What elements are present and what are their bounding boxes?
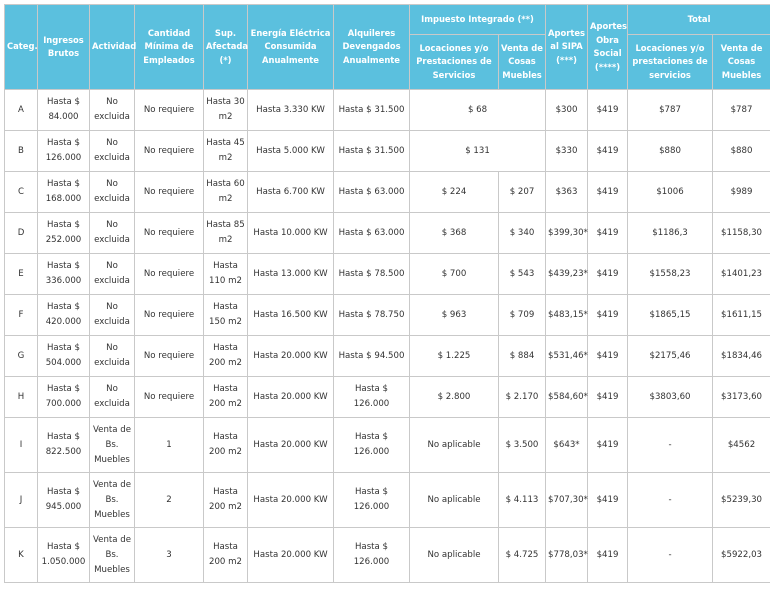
cell-energia: Hasta 20.000 KW [248,528,334,583]
cell-ingresos: Hasta $ 822.500 [38,418,90,473]
cell-superficie: Hasta 200 m2 [204,528,248,583]
header-total-locaciones: Locaciones y/o prestaciones de servicios [628,35,713,90]
cell-impuesto-venta: $ 4.113 [499,473,546,528]
cell-actividad: No excluida [90,336,135,377]
table-row [5,418,770,473]
cell-total-venta: $3173,60 [713,377,770,418]
cell-superficie: Hasta 45 m2 [204,131,248,172]
cell-empleados: No requiere [135,254,204,295]
cell-sipa: $707,30* [546,473,588,528]
cell-alquileres: Hasta $ 31.500 [334,131,410,172]
cell-energia: Hasta 5.000 KW [248,131,334,172]
cell-obra-social: $419 [588,131,628,172]
header-obra-social: Aportes Obra Social (****) [588,5,628,90]
cell-actividad: No excluida [90,131,135,172]
cell-energia: Hasta 20.000 KW [248,377,334,418]
cell-actividad: No excluida [90,377,135,418]
cell-energia: Hasta 20.000 KW [248,473,334,528]
cell-impuesto-locaciones: No aplicable [410,528,499,583]
cell-empleados: 1 [135,418,204,473]
cell-total-venta: $1834,46 [713,336,770,377]
cell-ingresos: Hasta $ 420.000 [38,295,90,336]
cell-total-locaciones: $787 [628,90,713,131]
cell-empleados: No requiere [135,90,204,131]
cell-impuesto-locaciones: $ 224 [410,172,499,213]
cell-impuesto-venta: $ 340 [499,213,546,254]
table-row [5,377,770,418]
cell-actividad: Venta de Bs. Muebles [90,528,135,583]
cell-total-venta: $787 [713,90,770,131]
cell-actividad: Venta de Bs. Muebles [90,418,135,473]
table-row [5,295,770,336]
cell-impuesto-locaciones: $ 963 [410,295,499,336]
cell-impuesto-venta: $ 4.725 [499,528,546,583]
cell-categ: H [5,377,38,418]
cell-actividad: Venta de Bs. Muebles [90,473,135,528]
cell-categ: E [5,254,38,295]
cell-ingresos: Hasta $ 945.000 [38,473,90,528]
cell-obra-social: $419 [588,295,628,336]
cell-impuesto-venta: $ 543 [499,254,546,295]
cell-energia: Hasta 16.500 KW [248,295,334,336]
cell-sipa: $399,30* [546,213,588,254]
cell-total-venta: $1401,23 [713,254,770,295]
cell-alquileres: Hasta $ 94.500 [334,336,410,377]
cell-impuesto-locaciones: $ 700 [410,254,499,295]
cell-total-locaciones: - [628,473,713,528]
cell-superficie: Hasta 110 m2 [204,254,248,295]
cell-obra-social: $419 [588,90,628,131]
table-row [5,213,770,254]
header-impuesto-venta: Venta de Cosas Muebles [499,35,546,90]
cell-alquileres: Hasta $ 63.000 [334,172,410,213]
cell-superficie: Hasta 200 m2 [204,377,248,418]
header-total-venta: Venta de Cosas Muebles [713,35,770,90]
cell-energia: Hasta 20.000 KW [248,336,334,377]
header-actividad: Actividad [90,5,135,90]
cell-total-locaciones: $3803,60 [628,377,713,418]
cell-total-locaciones: $2175,46 [628,336,713,377]
table-row [5,528,770,583]
cell-impuesto-venta: $ 207 [499,172,546,213]
cell-ingresos: Hasta $ 700.000 [38,377,90,418]
cell-total-venta: $1158,30 [713,213,770,254]
cell-categ: K [5,528,38,583]
cell-ingresos: Hasta $ 1.050.000 [38,528,90,583]
cell-empleados: 2 [135,473,204,528]
cell-categ: G [5,336,38,377]
cell-alquileres: Hasta $ 31.500 [334,90,410,131]
cell-categ: B [5,131,38,172]
cell-sipa: $643* [546,418,588,473]
cell-energia: Hasta 13.000 KW [248,254,334,295]
cell-superficie: Hasta 200 m2 [204,336,248,377]
cell-total-locaciones: $1558,23 [628,254,713,295]
cell-impuesto-venta: $ 709 [499,295,546,336]
cell-alquileres: Hasta $ 126.000 [334,418,410,473]
cell-total-locaciones: - [628,418,713,473]
cell-categ: A [5,90,38,131]
cell-obra-social: $419 [588,377,628,418]
cell-alquileres: Hasta $ 126.000 [334,473,410,528]
cell-impuesto-venta: $ 884 [499,336,546,377]
header-energia: Energía Eléctrica Consumida Anualmente [248,5,334,90]
cell-sipa: $300 [546,90,588,131]
cell-alquileres: Hasta $ 126.000 [334,528,410,583]
cell-obra-social: $419 [588,213,628,254]
cell-obra-social: $419 [588,528,628,583]
cell-total-locaciones: $1865,15 [628,295,713,336]
cell-total-venta: $5922,03 [713,528,770,583]
cell-superficie: Hasta 150 m2 [204,295,248,336]
cell-actividad: No excluida [90,295,135,336]
cell-total-locaciones: $1006 [628,172,713,213]
cell-ingresos: Hasta $ 336.000 [38,254,90,295]
cell-total-venta: $989 [713,172,770,213]
cell-superficie: Hasta 85 m2 [204,213,248,254]
cell-impuesto-locaciones: $ 2.800 [410,377,499,418]
cell-energia: Hasta 10.000 KW [248,213,334,254]
cell-sipa: $363 [546,172,588,213]
header-ingresos: Ingresos Brutos [38,5,90,90]
cell-superficie: Hasta 30 m2 [204,90,248,131]
cell-empleados: No requiere [135,213,204,254]
cell-superficie: Hasta 200 m2 [204,418,248,473]
cell-total-locaciones: - [628,528,713,583]
cell-obra-social: $419 [588,336,628,377]
table-row [5,90,770,131]
cell-alquileres: Hasta $ 78.750 [334,295,410,336]
cell-impuesto-venta: $ 3.500 [499,418,546,473]
cell-impuesto-locaciones: No aplicable [410,473,499,528]
cell-obra-social: $419 [588,473,628,528]
cell-ingresos: Hasta $ 84.000 [38,90,90,131]
cell-sipa: $330 [546,131,588,172]
cell-impuesto-locaciones: $ 1.225 [410,336,499,377]
cell-sipa: $584,60* [546,377,588,418]
table-row [5,336,770,377]
cell-categ: F [5,295,38,336]
cell-empleados: No requiere [135,131,204,172]
table-row [5,254,770,295]
header-impuesto-locaciones: Locaciones y/o Prestaciones de Servicios [410,35,499,90]
cell-categ: D [5,213,38,254]
cell-superficie: Hasta 200 m2 [204,473,248,528]
cell-ingresos: Hasta $ 252.000 [38,213,90,254]
header-empleados: Cantidad Mínima de Empleados [135,5,204,90]
cell-impuesto-venta: $ 2.170 [499,377,546,418]
cell-categ: J [5,473,38,528]
cell-impuesto-locaciones: No aplicable [410,418,499,473]
cell-impuesto-locaciones: $ 368 [410,213,499,254]
cell-energia: Hasta 6.700 KW [248,172,334,213]
cell-total-locaciones: $880 [628,131,713,172]
cell-empleados: No requiere [135,377,204,418]
cell-energia: Hasta 3.330 KW [248,90,334,131]
cell-actividad: No excluida [90,213,135,254]
cell-empleados: No requiere [135,336,204,377]
cell-obra-social: $419 [588,418,628,473]
header-sipa: Aportes al SIPA (***) [546,5,588,90]
cell-total-venta: $1611,15 [713,295,770,336]
cell-sipa: $531,46* [546,336,588,377]
cell-actividad: No excluida [90,90,135,131]
header-total: Total [628,5,770,35]
cell-total-venta: $880 [713,131,770,172]
monotributo-table [4,4,770,583]
cell-total-venta: $5239,30 [713,473,770,528]
header-alquileres: Alquileres Devengados Anualmente [334,5,410,90]
cell-empleados: No requiere [135,172,204,213]
header-superficie: Sup. Afectada (*) [204,5,248,90]
cell-sipa: $483,15* [546,295,588,336]
cell-obra-social: $419 [588,172,628,213]
cell-superficie: Hasta 60 m2 [204,172,248,213]
table-row [5,172,770,213]
cell-ingresos: Hasta $ 126.000 [38,131,90,172]
cell-ingresos: Hasta $ 168.000 [38,172,90,213]
table-row [5,473,770,528]
cell-actividad: No excluida [90,172,135,213]
cell-empleados: 3 [135,528,204,583]
header-impuesto: Impuesto Integrado (**) [410,5,546,35]
cell-ingresos: Hasta $ 504.000 [38,336,90,377]
cell-impuesto-locaciones: $ 131 [410,131,546,172]
cell-categ: I [5,418,38,473]
cell-alquileres: Hasta $ 78.500 [334,254,410,295]
cell-total-venta: $4562 [713,418,770,473]
table-row [5,131,770,172]
cell-impuesto-locaciones: $ 68 [410,90,546,131]
cell-alquileres: Hasta $ 126.000 [334,377,410,418]
cell-categ: C [5,172,38,213]
cell-total-locaciones: $1186,3 [628,213,713,254]
cell-sipa: $778,03* [546,528,588,583]
cell-sipa: $439,23* [546,254,588,295]
cell-energia: Hasta 20.000 KW [248,418,334,473]
cell-obra-social: $419 [588,254,628,295]
cell-actividad: No excluida [90,254,135,295]
header-categ: Categ. [5,5,38,90]
cell-empleados: No requiere [135,295,204,336]
cell-alquileres: Hasta $ 63.000 [334,213,410,254]
